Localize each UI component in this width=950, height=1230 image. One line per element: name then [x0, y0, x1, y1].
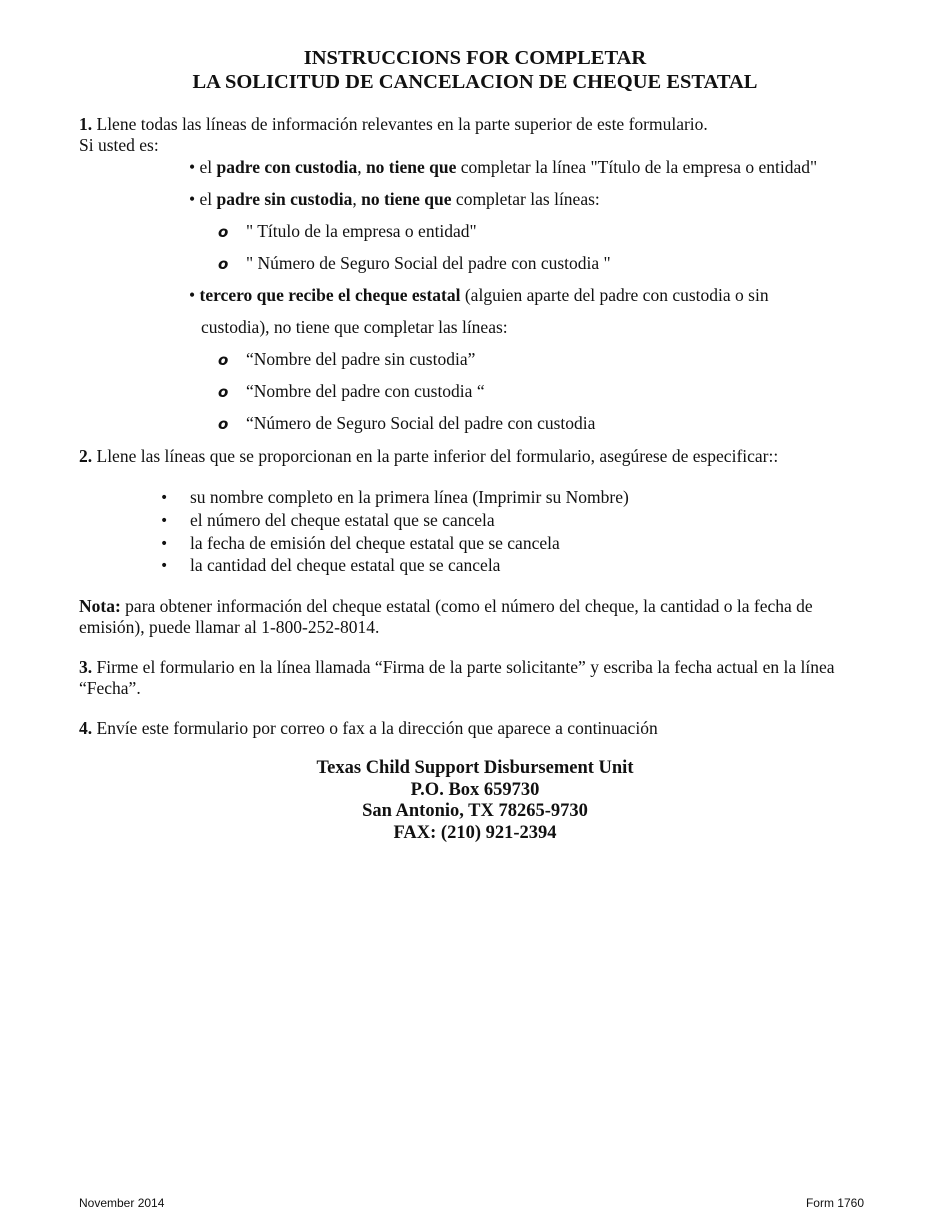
- list-item: la cantidad del cheque estatal que se cancela: [190, 555, 501, 575]
- step-2: [79, 446, 899, 467]
- sub-bullet-marker: o: [218, 255, 229, 273]
- note-text: para obtener información del cheque estatal (como el número del cheque, la cantidad o la fecha de emisión), puede llamar al 1-800-252-8014.: [79, 596, 813, 637]
- footer-date: November 2014: [79, 1196, 165, 1210]
- bullet: •: [160, 558, 169, 574]
- third-party-item: • tercero que recibe el cheque estatal (alguien aparte del padre con custodia o sin: [189, 285, 769, 305]
- page-title: [0, 46, 950, 94]
- fax-number: FAX: (210) 921-2394: [393, 822, 557, 843]
- step-2-number: 2.: [79, 446, 93, 466]
- step-1-number: 1.: [79, 114, 93, 134]
- bullet: •: [189, 285, 196, 305]
- note: [79, 596, 874, 638]
- title-line-1: INSTRUCCIONS FOR COMPLETAR: [303, 47, 647, 69]
- third-party-sub-item: “Nombre del padre sin custodia”: [246, 349, 476, 369]
- address-line-2: P.O. Box 659730: [410, 779, 540, 800]
- step-1-intro: Si usted es:: [79, 135, 159, 155]
- noncustodial-sub-item: " Número de Seguro Social del padre con custodia ": [246, 253, 611, 273]
- step-1: [79, 114, 879, 135]
- third-party-sub-item: “Número de Seguro Social del padre con custodia: [246, 413, 596, 433]
- noncustodial-parent-item: • el padre sin custodia, no tiene que completar las líneas:: [189, 189, 600, 209]
- list-item: la fecha de emisión del cheque estatal que se cancela: [190, 533, 560, 553]
- address-line-3: San Antonio, TX 78265-9730: [362, 801, 588, 821]
- bullet: •: [160, 490, 169, 506]
- step-4: [79, 718, 879, 739]
- noncustodial-sub-item: " Título de la empresa o entidad": [246, 221, 477, 241]
- custodial-parent-item: • el padre con custodia, no tiene que completar la línea "Título de la empresa o entidad": [189, 157, 818, 177]
- address-line-1: Texas Child Support Disbursement Unit: [316, 758, 634, 778]
- bullet: •: [189, 157, 196, 177]
- title-line-2: LA SOLICITUD DE CANCELACION DE CHEQUE ESTATAL: [192, 71, 758, 93]
- mailing-address: [0, 758, 950, 844]
- sub-bullet-marker: o: [218, 351, 229, 369]
- sub-bullet-marker: o: [218, 383, 229, 401]
- step-4-number: 4.: [79, 718, 93, 738]
- note-label: Nota:: [79, 596, 121, 616]
- step-3: [79, 657, 869, 699]
- sub-bullet-marker: o: [218, 415, 229, 433]
- step-3-number: 3.: [79, 657, 93, 677]
- step-4-text: Envíe este formulario por correo o fax a la dirección que aparece a continuación: [92, 718, 658, 738]
- list-item: el número del cheque estatal que se cancela: [190, 510, 495, 530]
- sub-bullet-marker: o: [218, 223, 229, 241]
- bullet: •: [189, 189, 196, 209]
- third-party-sub-item: “Nombre del padre con custodia “: [246, 381, 485, 401]
- footer-form-number: Form 1760: [805, 1196, 864, 1210]
- bullet: •: [160, 536, 169, 552]
- bullet: •: [160, 513, 169, 529]
- step-3-text: Firme el formulario en la línea llamada “Firma de la parte solicitante” y escriba la fecha actual en la línea “Fecha”.: [79, 657, 835, 698]
- step-2-text: Llene las líneas que se proporcionan en la parte inferior del formulario, asegúrese de especificar::: [92, 446, 779, 466]
- third-party-item-continued: custodia), no tiene que completar las líneas:: [201, 317, 508, 337]
- step-1-text: Llene todas las líneas de información relevantes en la parte superior de este formulario.: [92, 114, 708, 134]
- list-item: su nombre completo en la primera línea (Imprimir su Nombre): [190, 487, 629, 507]
